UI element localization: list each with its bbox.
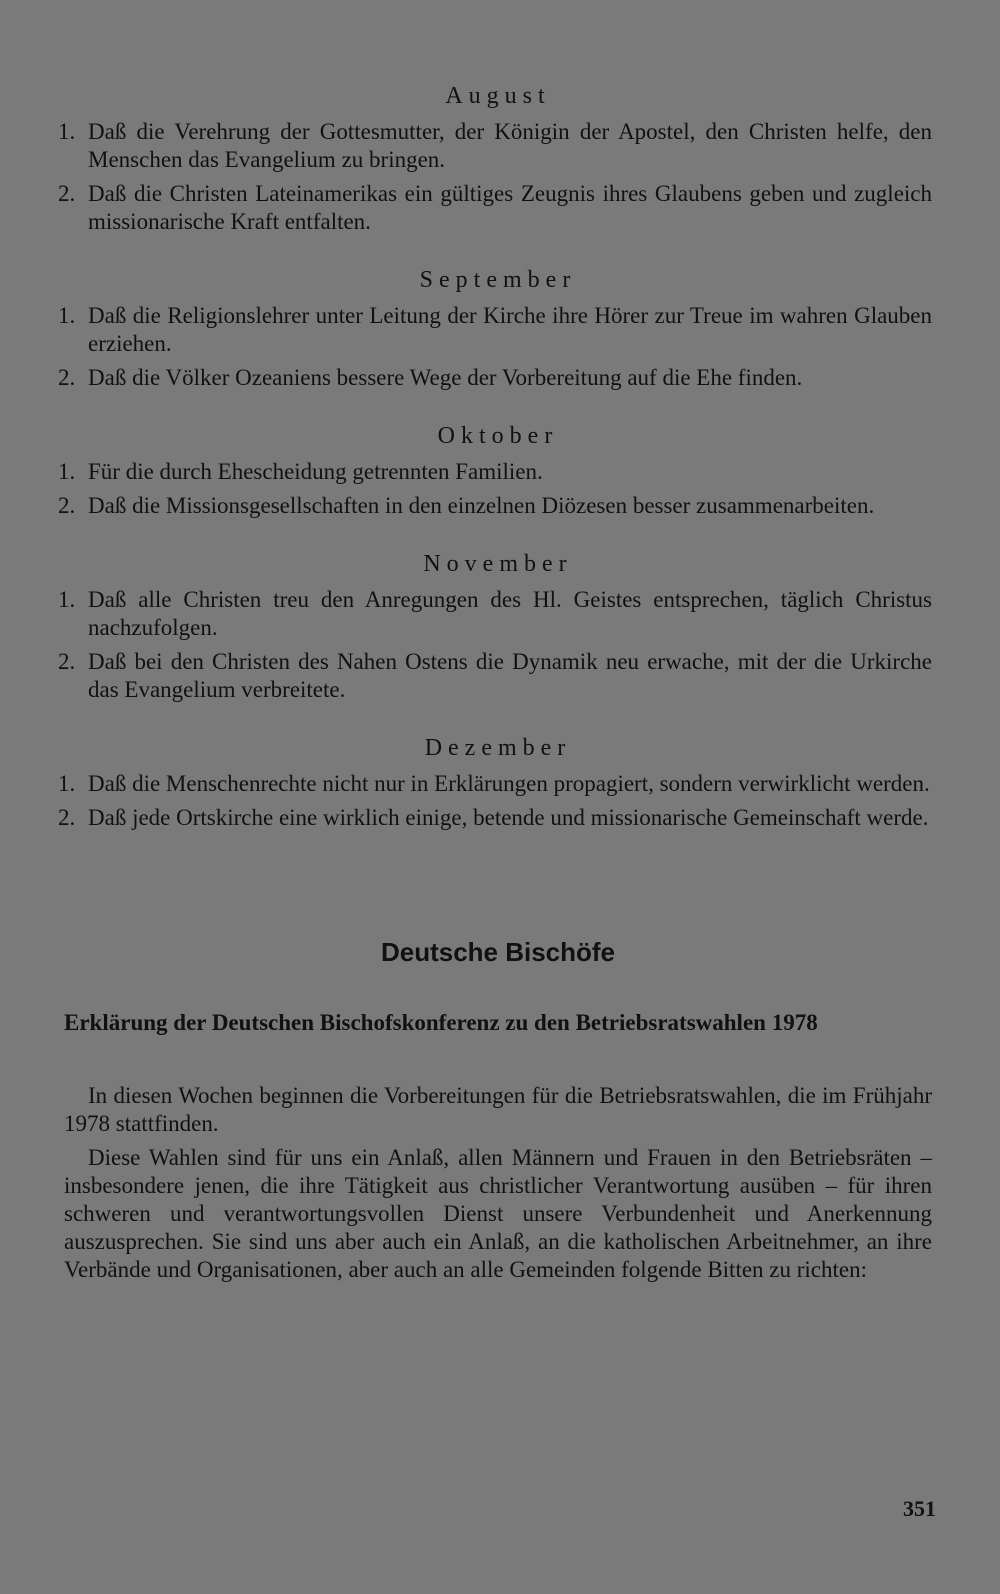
page-content	[58, 80, 932, 1284]
intention-number: 2.	[58, 181, 76, 206]
month-heading: Dezember	[424, 735, 572, 761]
intention-number: 2.	[58, 493, 76, 518]
intention-text: Daß die Menschenrechte nicht nur in Erklärungen propagiert, sondern verwirklicht werden.	[88, 771, 930, 796]
intention-text: Daß die Verehrung der Gottesmutter, der Königin der Apostel, den Christen helfe, den Menschen das Evangelium zu bringen.	[88, 119, 932, 172]
intention-item	[58, 118, 932, 174]
page-number: 351	[903, 1496, 936, 1521]
body-paragraph: Diese Wahlen sind für uns ein Anlaß, allen Männern und Frauen in den Betriebsräten – insbesondere jenen, die ihre Tätigkeit aus christlicher Verantwortung ausüben – für ihren schweren und verantwortungsvollen Dienst unsere Verbundenheit und Anerkennung auszusprechen. Sie sind uns aber auch ein Anlaß, an die katholischen Arbeitnehmer, an ihre Verbände und Organisationen, aber auch an alle Gemeinden folgende Bitten zu richten:	[64, 1145, 932, 1282]
month-heading: Oktober	[437, 423, 559, 449]
intention-number: 2.	[58, 805, 76, 830]
intention-item	[58, 302, 932, 358]
intention-text: Daß bei den Christen des Nahen Ostens die Dynamik neu erwache, mit der die Urkirche das Evangelium verbreitete.	[88, 649, 932, 702]
intention-text: Für die durch Ehescheidung getrennten Familien.	[88, 459, 543, 484]
section-title: Deutsche Bischöfe	[380, 937, 616, 967]
section-subtitle: Erklärung der Deutschen Bischofskonferenz zu den Betriebsratswahlen 1978	[64, 1010, 818, 1035]
intention-text: Daß jede Ortskirche eine wirklich einige, betende und missionarische Gemeinschaft werde.	[88, 805, 929, 830]
intention-number: 1.	[58, 771, 76, 796]
intention-item	[58, 804, 932, 832]
intention-number: 2.	[58, 365, 76, 390]
intention-item	[58, 770, 932, 798]
month-heading: August	[445, 83, 551, 109]
intention-number: 2.	[58, 649, 76, 674]
intention-text: Daß die Völker Ozeaniens bessere Wege der Vorbereitung auf die Ehe finden.	[88, 365, 803, 390]
body-paragraph: In diesen Wochen beginnen die Vorbereitungen für die Betriebsratswahlen, die im Frühjahr 1978 stattfinden.	[64, 1083, 932, 1136]
intention-item	[58, 180, 932, 236]
intention-number: 1.	[58, 587, 76, 612]
intention-text: Daß die Christen Lateinamerikas ein gültiges Zeugnis ihres Glaubens geben und zugleich missionarische Kraft entfalten.	[88, 181, 932, 234]
intention-item	[58, 364, 932, 392]
intention-text: Daß die Religionslehrer unter Leitung der Kirche ihre Hörer zur Treue im wahren Glauben erziehen.	[88, 303, 932, 356]
intention-number: 1.	[58, 119, 76, 144]
month-heading: September	[419, 267, 577, 293]
intention-item	[58, 648, 932, 704]
intention-number: 1.	[58, 459, 76, 484]
intention-text: Daß die Missionsgesellschaften in den einzelnen Diözesen besser zusammenarbeiten.	[88, 493, 875, 518]
intention-item	[58, 492, 932, 520]
intention-text: Daß alle Christen treu den Anregungen des Hl. Geistes entsprechen, täglich Christus nachzufolgen.	[88, 587, 932, 640]
intention-item	[58, 458, 932, 486]
intention-item	[58, 586, 932, 642]
month-heading: November	[423, 551, 573, 577]
intention-number: 1.	[58, 303, 76, 328]
